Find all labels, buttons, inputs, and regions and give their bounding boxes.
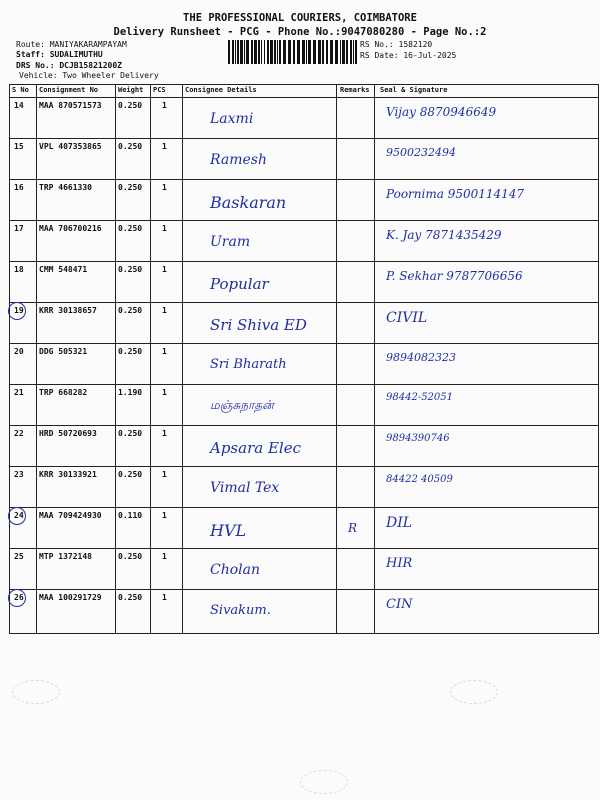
row-consignment-no: MAA 870571573	[39, 101, 102, 110]
row-weight: 0.250	[118, 593, 143, 602]
row-consignee: Cholan	[210, 562, 260, 578]
row-consignment-no: KRR 30138657	[39, 306, 97, 315]
row-sno: 21	[14, 388, 24, 397]
row-weight: 0.250	[118, 306, 143, 315]
row-signature: K. Jay 7871435429	[386, 228, 502, 242]
row-weight: 0.250	[118, 265, 143, 274]
row-consignee: Sivakum.	[210, 603, 271, 618]
row-consignment-no: KRR 30133921	[39, 470, 97, 479]
row-divider	[10, 425, 598, 426]
row-weight: 0.250	[118, 429, 143, 438]
row-signature: 9894082323	[386, 351, 456, 364]
row-consignee: மஞ்சுநாதன்	[210, 398, 274, 412]
row-consignee: Sri Shiva ED	[210, 316, 307, 334]
circle-mark	[8, 507, 26, 525]
col-header-consignment: Consignment No	[39, 86, 99, 94]
row-weight: 1.190	[118, 388, 143, 397]
col-header-signature: Seal & Signature	[380, 86, 448, 94]
row-sno: 23	[14, 470, 24, 479]
row-sno: 25	[14, 552, 24, 561]
column-divider	[374, 85, 375, 633]
row-consignee: Laxmi	[210, 111, 254, 127]
stamp-mark	[450, 680, 498, 704]
row-sno: 17	[14, 224, 24, 233]
col-header-consignee: Consignee Details	[185, 86, 257, 94]
row-sno: 19	[14, 306, 24, 315]
row-pcs: 1	[162, 224, 167, 233]
row-signature: Vijay 8870946649	[386, 105, 497, 119]
vehicle-label: Vehicle: Two Wheeler Delivery	[19, 71, 159, 80]
row-consignee: Ramesh	[210, 152, 267, 168]
row-remarks: R	[348, 521, 358, 535]
row-signature: HIR	[386, 556, 413, 571]
column-divider	[336, 85, 337, 633]
row-consignment-no: CMM 548471	[39, 265, 88, 274]
row-signature: CIN	[386, 597, 413, 612]
row-consignment-no: VPL 407353865	[39, 142, 102, 151]
row-consignment-no: TRP 4661330	[39, 183, 92, 192]
column-divider	[115, 85, 116, 633]
row-signature: 9500232494	[386, 146, 456, 159]
row-pcs: 1	[162, 429, 167, 438]
row-signature: CIVIL	[386, 310, 428, 326]
row-consignee: Popular	[210, 275, 269, 293]
row-consignee: Baskaran	[210, 193, 287, 212]
row-signature: 9894390746	[386, 433, 450, 444]
circle-mark	[8, 302, 26, 320]
row-sno: 26	[14, 593, 24, 602]
row-pcs: 1	[162, 265, 167, 274]
row-consignee: Sri Bharath	[210, 357, 287, 372]
row-pcs: 1	[162, 306, 167, 315]
drs-label: DRS No.: DCJB15821200Z	[16, 61, 122, 70]
row-sno: 22	[14, 429, 24, 438]
col-header-pcs: PCS	[153, 86, 166, 94]
stamp-mark	[12, 680, 60, 704]
row-divider	[10, 138, 598, 139]
circle-mark	[8, 589, 26, 607]
row-sno: 14	[14, 101, 24, 110]
row-pcs: 1	[162, 142, 167, 151]
row-sno: 24	[14, 511, 24, 520]
row-sno: 15	[14, 142, 24, 151]
row-sno: 20	[14, 347, 24, 356]
row-sno: 16	[14, 183, 24, 192]
row-pcs: 1	[162, 183, 167, 192]
row-signature: P. Sekhar 9787706656	[386, 269, 523, 283]
row-divider	[10, 589, 598, 590]
runsheet-subtitle: Delivery Runsheet - PCG - Phone No.:9047080280 - Page No.:2	[113, 26, 487, 38]
row-consignment-no: MTP 1372148	[39, 552, 92, 561]
row-weight: 0.250	[118, 347, 143, 356]
row-pcs: 1	[162, 347, 167, 356]
row-signature: DIL	[386, 515, 413, 531]
barcode	[228, 40, 358, 64]
row-consignment-no: DDG 505321	[39, 347, 88, 356]
col-header-weight: Weight	[118, 86, 144, 94]
row-divider	[10, 220, 598, 221]
row-weight: 0.250	[118, 224, 143, 233]
rs-date-label: RS Date: 16-Jul-2025	[360, 51, 457, 60]
row-weight: 0.250	[118, 101, 143, 110]
row-pcs: 1	[162, 470, 167, 479]
row-sno: 18	[14, 265, 24, 274]
row-pcs: 1	[162, 101, 167, 110]
col-header-sno: S No	[12, 86, 29, 94]
column-divider	[150, 85, 151, 633]
row-divider	[10, 384, 598, 385]
row-consignee: HVL	[210, 521, 247, 540]
column-divider	[182, 85, 183, 633]
row-consignment-no: MAA 100291729	[39, 593, 102, 602]
row-divider	[10, 466, 598, 467]
stamp-mark	[300, 770, 348, 794]
row-divider	[10, 343, 598, 344]
row-divider	[10, 261, 598, 262]
row-divider	[10, 97, 598, 98]
row-consignee: Apsara Elec	[210, 439, 301, 457]
row-pcs: 1	[162, 511, 167, 520]
row-signature: 98442-52051	[386, 392, 454, 403]
row-weight: 0.110	[118, 511, 143, 520]
row-weight: 0.250	[118, 470, 143, 479]
row-pcs: 1	[162, 593, 167, 602]
row-consignment-no: TRP 668282	[39, 388, 88, 397]
row-pcs: 1	[162, 552, 167, 561]
row-divider	[10, 179, 598, 180]
row-divider	[10, 507, 598, 508]
row-divider	[10, 302, 598, 303]
runsheet-title: THE PROFESSIONAL COURIERS, COIMBATORE	[183, 12, 417, 24]
row-consignment-no: MAA 709424930	[39, 511, 102, 520]
col-header-remarks: Remarks	[340, 86, 370, 94]
row-signature: Poornima 9500114147	[386, 187, 525, 201]
runsheet-table	[9, 84, 599, 634]
row-consignment-no: HRD 50720693	[39, 429, 97, 438]
row-consignee: Vimal Tex	[210, 480, 280, 496]
row-consignment-no: MAA 706700216	[39, 224, 102, 233]
row-weight: 0.250	[118, 183, 143, 192]
row-consignee: Uram	[210, 234, 251, 250]
rs-no-label: RS No.: 1582120	[360, 40, 433, 49]
row-divider	[10, 548, 598, 549]
staff-label: Staff: SUDALIMUTHU	[16, 50, 103, 59]
row-signature: 84422 40509	[386, 474, 453, 485]
route-label: Route: MANIYAKARAMPAYAM	[16, 40, 127, 49]
column-divider	[36, 85, 37, 633]
row-weight: 0.250	[118, 552, 143, 561]
row-pcs: 1	[162, 388, 167, 397]
row-weight: 0.250	[118, 142, 143, 151]
